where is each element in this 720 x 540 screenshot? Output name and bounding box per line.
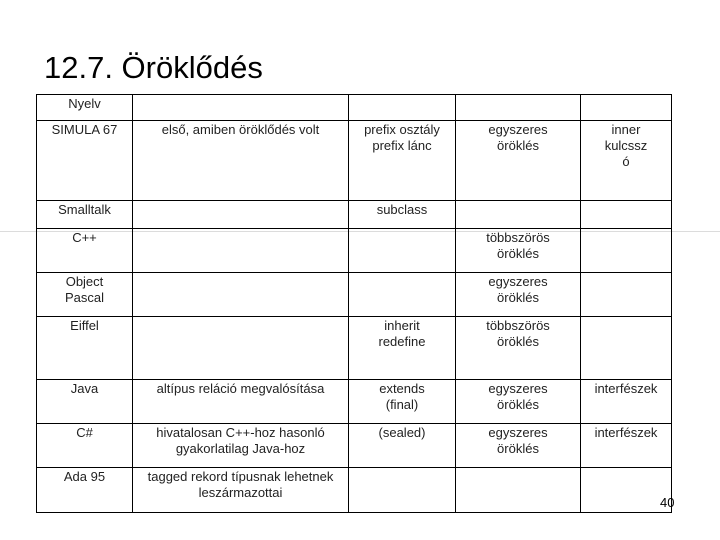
cell-text: többszörös öröklés (486, 230, 550, 261)
table-cell (37, 229, 133, 273)
table-cell (133, 317, 349, 380)
table-cell (37, 201, 133, 229)
table-cell (349, 273, 456, 317)
table-row-cpp (37, 229, 672, 273)
table-cell (456, 229, 581, 273)
cell-text: inherit redefine (378, 318, 426, 349)
cell-text: subclass (376, 202, 428, 217)
table-cell (581, 380, 672, 424)
table-row-object-pascal (37, 273, 672, 317)
inheritance-table (36, 94, 675, 513)
table-cell (37, 121, 133, 201)
page-number: 40 (660, 495, 675, 510)
table-cell (456, 380, 581, 424)
cell-text: Ada 95 (63, 469, 106, 484)
table-header-row (37, 95, 672, 121)
table-cell (456, 201, 581, 229)
table-cell (581, 468, 675, 513)
table-cell (133, 468, 349, 513)
table-cell (349, 229, 456, 273)
table-cell (133, 424, 349, 468)
cell-text: Nyelv (68, 96, 101, 111)
cell-text: egyszeres öröklés (488, 122, 548, 153)
table-cell (133, 229, 349, 273)
table-cell (456, 121, 581, 201)
cell-text: C++ (72, 230, 97, 245)
table-cell (133, 273, 349, 317)
table-cell (349, 317, 456, 380)
table-cell (37, 380, 133, 424)
cell-text: interfészek (594, 381, 658, 396)
table-cell (133, 380, 349, 424)
cell-text: egyszeres öröklés (488, 381, 548, 412)
table-row-eiffel (37, 317, 672, 380)
cell-text: interfészek (594, 425, 658, 440)
table-cell (37, 468, 133, 513)
table-cell (133, 201, 349, 229)
cell-text: többszörös öröklés (486, 318, 550, 349)
table-cell (581, 424, 672, 468)
cell-text: prefix osztály prefix lánc (364, 122, 440, 153)
cell-text: Object Pascal (64, 274, 105, 305)
table-cell (349, 201, 456, 229)
cell-text: első, amiben öröklődés volt (161, 122, 320, 137)
table-cell (456, 468, 581, 513)
table-cell (581, 273, 672, 317)
table-row-csharp (37, 424, 672, 468)
cell-text: Smalltalk (58, 202, 111, 217)
table-cell (456, 317, 581, 380)
cell-text: egyszeres öröklés (488, 274, 548, 305)
cell-text: Eiffel (70, 318, 99, 333)
slide-title: 12.7. Öröklődés (44, 50, 263, 85)
table-cell (581, 317, 672, 380)
table-row-ada95 (37, 468, 672, 513)
table-cell (37, 317, 133, 380)
table-cell (37, 273, 133, 317)
cell-text: (sealed) (378, 425, 426, 440)
cell-text: SIMULA 67 (51, 122, 118, 137)
cell-text: egyszeres öröklés (488, 425, 548, 456)
cell-text: C# (76, 425, 93, 440)
header-cell-4 (456, 95, 581, 121)
table-cell (37, 424, 133, 468)
table-row-simula (37, 121, 672, 201)
table-cell (349, 121, 456, 201)
table-cell (456, 273, 581, 317)
cell-text: inner kulcssz ó (604, 122, 648, 169)
cell-text: altípus reláció megvalósítása (156, 381, 325, 396)
cell-text: Java (70, 381, 99, 396)
table-cell (456, 424, 581, 468)
cell-text: tagged rekord típusnak lehetnek leszármazottai (147, 469, 334, 500)
header-cell-3 (349, 95, 456, 121)
table-cell (349, 380, 456, 424)
table-cell (349, 424, 456, 468)
cell-text: hivatalosan C++-hoz hasonló gyakorlatilag Java-hoz (156, 425, 325, 456)
table-cell (581, 229, 672, 273)
table-cell (349, 468, 456, 513)
table-cell (133, 121, 349, 201)
table-row-java (37, 380, 672, 424)
header-cell-language (37, 95, 133, 121)
table-cell (581, 121, 672, 201)
header-cell-2 (133, 95, 349, 121)
table-cell (581, 201, 672, 229)
cell-text: extends (final) (379, 381, 425, 412)
header-cell-5 (581, 95, 672, 121)
table-row-smalltalk (37, 201, 672, 229)
